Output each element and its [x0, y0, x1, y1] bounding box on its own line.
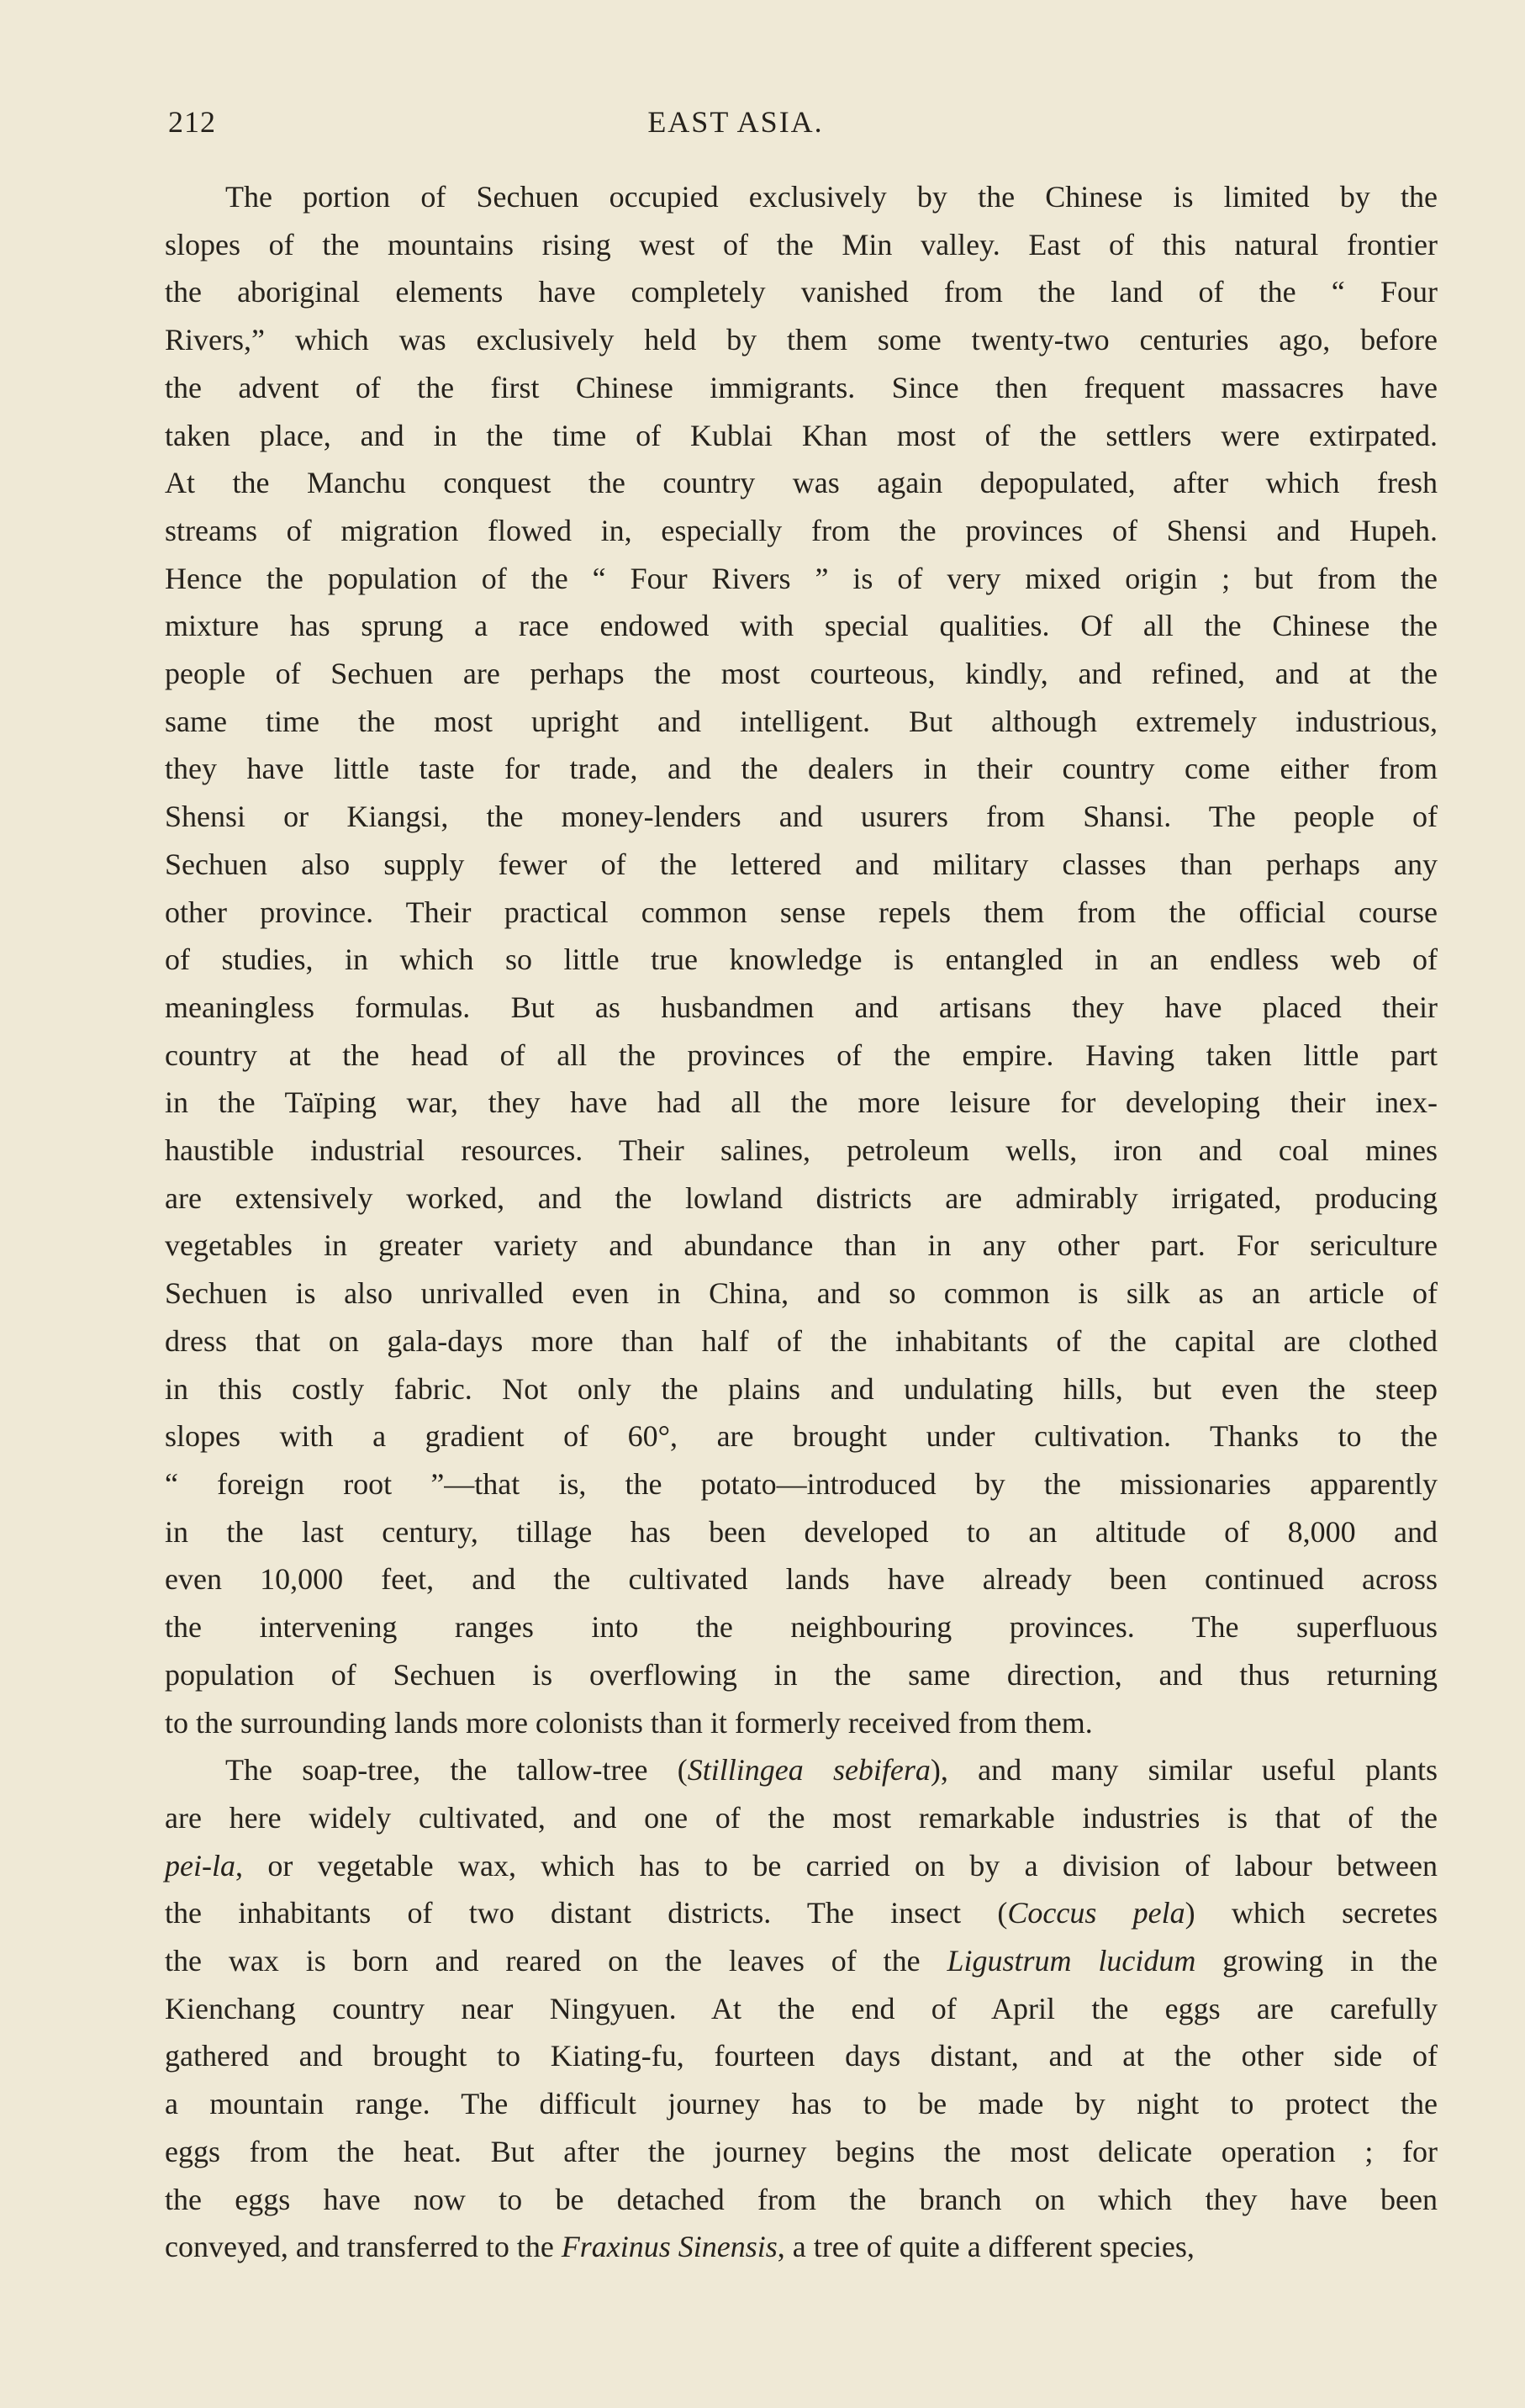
text-line: are here widely cultivated, and one of the most remarkable industries is that of the [165, 1800, 1438, 1835]
text-segment: The soap-tree, the tallow-tree ( [225, 1753, 688, 1788]
text-line: meaningless formulas. But as husbandmen and artisans they have placed their [165, 990, 1438, 1024]
italic-term: Fraxinus Sinensis [561, 2230, 778, 2264]
text-line: are extensively worked, and the lowland districts are admirably irrigated, producing [165, 1180, 1438, 1215]
text-line: people of Sechuen are perhaps the most courteous, kindly, and refined, and at the [165, 657, 1438, 691]
text-line: At the Manchu conquest the country was again depopulated, after which fresh [165, 466, 1438, 500]
text-line: Shensi or Kiangsi, the money-lenders and usurers from Shansi. The people of [165, 800, 1438, 834]
text-line: Rivers,” which was exclusively held by them some twenty-two centuries ago, before [165, 323, 1438, 357]
text-line: country at the head of all the provinces of the empire. Having taken little part [165, 1038, 1438, 1072]
text-line [165, 2223, 1438, 2271]
paragraph [165, 1746, 1438, 2271]
text-line: population of Sechuen is overflowing in the same direction, and thus returning [165, 1657, 1438, 1692]
text-line: Kienchang country near Ningyuen. At the end of April the eggs are carefully [165, 1991, 1438, 2025]
text-line: the advent of the first Chinese immigrants. Since then frequent massacres have [165, 370, 1438, 404]
text-line: in the last century, tillage has been developed to an altitude of 8,000 and [165, 1514, 1438, 1549]
text-line: the eggs have now to be detached from the branch on which they have been [165, 2182, 1438, 2216]
text-line: other province. Their practical common sense repels them from the official course [165, 895, 1438, 929]
text-line: haustible industrial resources. Their salines, petroleum wells, iron and coal mines [165, 1133, 1438, 1168]
text-line: The portion of Sechuen occupied exclusively by the Chinese is limited by the [225, 180, 1438, 214]
text-line: vegetables in greater variety and abundance than in any other part. For sericulture [165, 1228, 1438, 1263]
text-line: slopes with a gradient of 60°, are brought under cultivation. Thanks to the [165, 1419, 1438, 1454]
text-segment: ), and many similar useful plants [930, 1753, 1438, 1788]
text-line: same time the most upright and intelligent. But although extremely industrious, [165, 704, 1438, 738]
text-line: eggs from the heat. But after the journey begins the most delicate operation ; for [165, 2134, 1438, 2168]
text-line: mixture has sprung a race endowed with special qualities. Of all the Chinese the [165, 609, 1438, 643]
text-line: a mountain range. The difficult journey has to be made by night to protect the [165, 2087, 1438, 2121]
text-line: gathered and brought to Kiating-fu, fourteen days distant, and at the other side of [165, 2039, 1438, 2073]
text-segment: , a tree of quite a different species, [777, 2230, 1195, 2264]
text-line [165, 1937, 1438, 1985]
text-line [165, 1842, 1438, 1890]
text-segment: ) which secretes [1185, 1896, 1438, 1930]
text-line: dress that on gala-days more than half of the inhabitants of the capital are clothed [165, 1323, 1438, 1358]
italic-term: Coccus pela [1007, 1896, 1185, 1930]
text-line: they have little taste for trade, and the dealers in their country come either from [165, 752, 1438, 786]
text-line: Sechuen is also unrivalled even in China, and so common is silk as an article of [165, 1276, 1438, 1311]
running-title: EAST ASIA. [647, 105, 824, 139]
text-line: in this costly fabric. Not only the plains and undulating hills, but even the steep [165, 1371, 1438, 1406]
text-line: Hence the population of the “ Four Rivers ” is of very mixed origin ; but from the [165, 561, 1438, 595]
text-segment: the wax is born and reared on the leaves of the [165, 1944, 947, 1978]
text-line: to the surrounding lands more colonists than it formerly received from them. [165, 1705, 1093, 1740]
text-line: “ foreign root ”—that is, the potato—introduced by the missionaries apparently [165, 1466, 1438, 1501]
page-number: 212 [168, 105, 216, 139]
italic-term: pei-la [165, 1848, 235, 1883]
text-line: the intervening ranges into the neighbouring provinces. The superfluous [165, 1610, 1438, 1645]
text-line [165, 1746, 1438, 1794]
body-text [165, 173, 1438, 2271]
text-segment: the inhabitants of two distant districts. The insect ( [165, 1896, 1008, 1930]
italic-term: Stillingea sebifera [687, 1753, 931, 1788]
text-line: of studies, in which so little true knowledge is entangled in an endless web of [165, 943, 1438, 977]
text-line: in the Taïping war, they have had all the more leisure for developing their inex- [165, 1085, 1438, 1120]
text-line: Sechuen also supply fewer of the lettered and military classes than perhaps any [165, 847, 1438, 881]
text-line: the aboriginal elements have completely vanished from the land of the “ Four [165, 275, 1438, 309]
text-line: taken place, and in the time of Kublai Khan most of the settlers were extirpated. [165, 418, 1438, 452]
text-line: even 10,000 feet, and the cultivated lands have already been continued across [165, 1562, 1438, 1597]
paragraph [165, 173, 1438, 1746]
italic-term: Ligustrum lucidum [947, 1944, 1196, 1978]
text-segment: conveyed, and transferred to the [165, 2230, 562, 2264]
text-line: streams of migration flowed in, especially from the provinces of Shensi and Hupeh. [165, 513, 1438, 547]
text-line: slopes of the mountains rising west of the Min valley. East of this natural frontier [165, 227, 1438, 261]
text-segment: growing in the [1195, 1944, 1438, 1978]
text-line [165, 1889, 1438, 1937]
running-head [168, 94, 1438, 145]
text-segment: , or vegetable wax, which has to be carried on by a division of labour between [235, 1848, 1438, 1883]
